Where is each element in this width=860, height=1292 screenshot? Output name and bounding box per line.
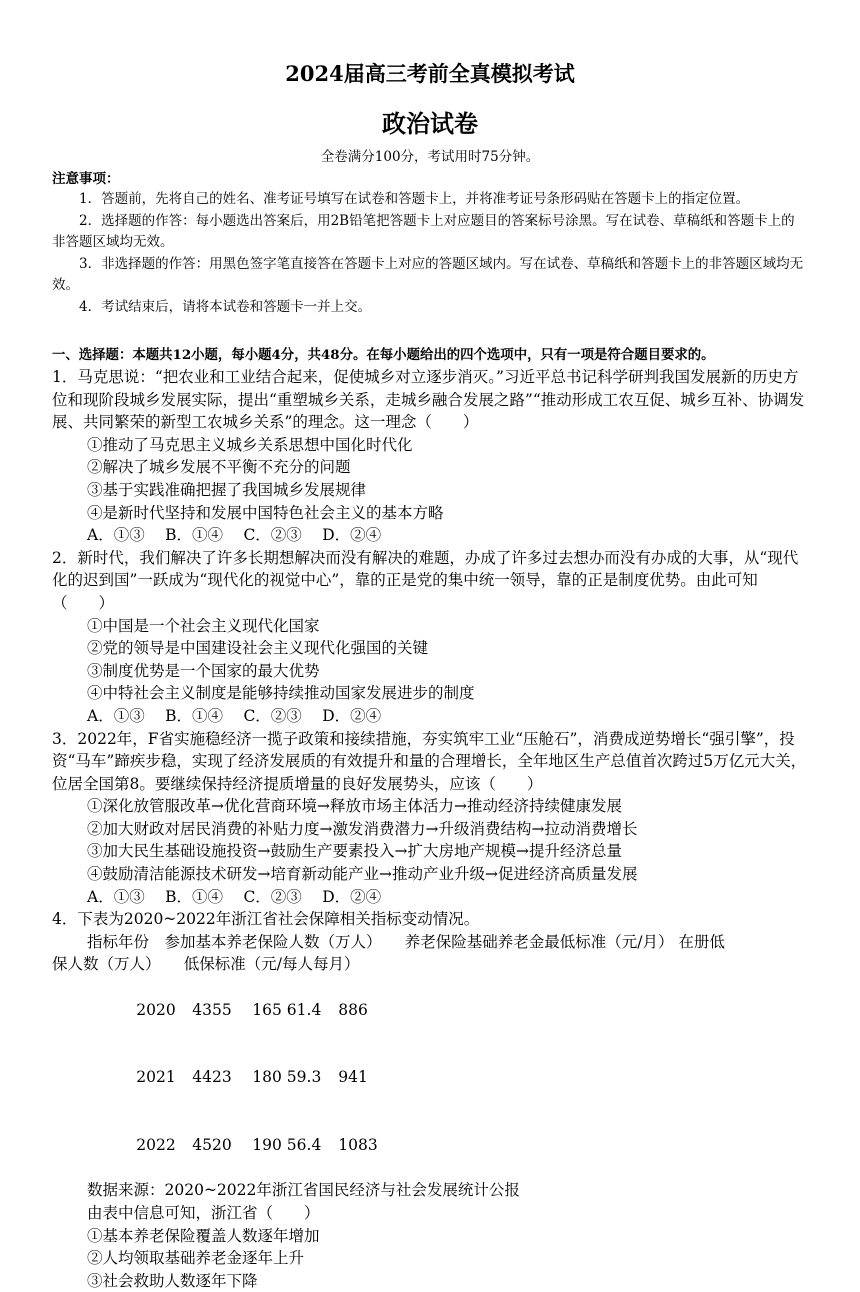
table-cell: 165 61.4 (252, 1000, 322, 1019)
table-header: 指标年份 参加基本养老保险人数（万人） 养老保险基础养老金最低标准（元/月） 在册低 (87, 932, 725, 951)
data-source: 数据来源：2020~2022年浙江省国民经济与社会发展统计公报 (87, 1181, 520, 1200)
note-item: 4．考试结束后，请将本试卷和答题卡一并上交。 (79, 298, 372, 315)
exam-title: 2024届高三考前全真模拟考试 (285, 61, 575, 86)
table-cell: 190 56.4 (252, 1136, 322, 1155)
question-option: ①推动了马克思主义城乡关系思想中国化时代化 (87, 435, 413, 454)
question-stem: 3．2022年，F省实施稳经济一揽子政策和接续措施，夯实筑牢工业“压舱石”，消费成逆势增长“强引擎”，投资“马车”蹄疾步稳，实现了经济发展质的有效提升和量的合理增长，全年地区生产总值首次跨过5万亿元大关，位居全国第8。要继续保持经济提质增量的良好发展势头，应该（ ） (52, 729, 807, 793)
question-option: ①深化放管服改革→优化营商环境→释放市场主体活力→推动经济持续健康发展 (87, 797, 622, 816)
question-option: ④中特社会主义制度是能够持续推动国家发展进步的制度 (87, 684, 475, 703)
table-row (87, 976, 810, 1044)
question-option: ④是新时代坚持和发展中国特色社会主义的基本方略 (87, 503, 444, 522)
question-option: ②人均领取基础养老金逐年上升 (87, 1249, 305, 1268)
note-item: 3．非选择题的作答：用黑色签字笔直接答在答题卡上对应的答题区域内。写在试卷、草稿纸和答题卡上的非答题区域均无效。 (52, 255, 804, 293)
answer-choices: A．①③ B．①④ C．②③ D．②④ (87, 706, 382, 725)
table-cell: 4520 (192, 1136, 232, 1155)
question-1 (52, 366, 810, 547)
question-4 (52, 908, 810, 1292)
question-stem: 4．下表为2020~2022年浙江省社会保障相关指标变动情况。 (52, 910, 480, 929)
question-option: ③社会救助人数逐年下降 (87, 1271, 258, 1290)
question-option: ②党的领导是中国建设社会主义现代化强国的关键 (87, 639, 429, 658)
question-option: ③加大民生基础设施投资→鼓励生产要素投入→扩大房地产规模→提升经济总量 (87, 842, 622, 861)
subject-title: 政治试卷 (382, 109, 478, 138)
question-option: ③基于实践准确把握了我国城乡发展规律 (87, 480, 367, 499)
table-cell: 941 (338, 1068, 368, 1087)
question-option: ③制度优势是一个国家的最大优势 (87, 661, 320, 680)
question-prompt: 由表中信息可知，浙江省（ ） (87, 1203, 320, 1222)
note-item: 1．答题前，先将自己的姓名、准考证号填写在试卷和答题卡上，并将准考证号条形码贴在答题卡上的指定位置。 (79, 191, 750, 207)
question-2 (52, 547, 810, 728)
question-option: ①中国是一个社会主义现代化国家 (87, 616, 320, 635)
questions (52, 366, 810, 1292)
exam-info: 全卷满分100分，考试用时75分钟。 (320, 149, 540, 165)
table-cell: 4355 (192, 1000, 232, 1019)
table-row (87, 1112, 810, 1180)
table-cell: 2021 (136, 1068, 176, 1087)
table-cell: 886 (338, 1000, 368, 1019)
answer-choices: A．①③ B．①④ C．②③ D．②④ (87, 887, 382, 906)
question-stem: 1．马克思说：“把农业和工业结合起来，促使城乡对立逐步消灭。”习近平总书记科学研判我国发展新的历史方位和现阶段城乡发展实际，提出“重塑城乡关系，走城乡融合发展之路”“推动形成工农互促、城乡互补、协调发展、共同繁荣的新型工农城乡关系”的理念。这一理念（ ） (52, 368, 805, 432)
data-table (52, 976, 810, 1179)
question-option: ①基本养老保险覆盖人数逐年增加 (87, 1226, 320, 1245)
table-cell: 1083 (338, 1136, 378, 1155)
notes-list (52, 189, 808, 318)
table-cell: 2020 (136, 1000, 176, 1019)
question-option: ②解决了城乡发展不平衡不充分的问题 (87, 458, 351, 477)
question-option: ②加大财政对居民消费的补贴力度→激发消费潜力→升级消费结构→拉动消费增长 (87, 819, 638, 838)
section-heading: 一、选择题：本题共12小题，每小题4分，共48分。在每小题给出的四个选项中，只有一项是符合题目要求的。 (52, 347, 715, 363)
question-3 (52, 728, 810, 909)
table-cell: 2022 (136, 1136, 176, 1155)
table-header-cont: 保人数（万人） 低保标准（元/每人每月） (52, 955, 360, 974)
table-cell: 4423 (192, 1068, 232, 1087)
table-row (87, 1044, 810, 1112)
question-stem: 2．新时代，我们解决了许多长期想解决而没有解决的难题，办成了许多过去想办而没有办成的大事，从“现代化的迟到国”一跃成为“现代化的视觉中心”，靠的正是党的集中统一领导，靠的正是制度优势。由此可知（ ） (52, 548, 799, 612)
note-item: 2．选择题的作答：每小题选出答案后，用2B铅笔把答题卡上对应题目的答案标号涂黑。写在试卷、草稿纸和答题卡上的非答题区域均无效。 (52, 212, 795, 250)
answer-choices: A．①③ B．①④ C．②③ D．②④ (87, 526, 382, 545)
question-option: ④鼓励清洁能源技术研发→培育新动能产业→推动产业升级→促进经济高质量发展 (87, 865, 638, 884)
notes-heading: 注意事项： (52, 171, 120, 187)
table-cell: 180 59.3 (252, 1068, 322, 1087)
